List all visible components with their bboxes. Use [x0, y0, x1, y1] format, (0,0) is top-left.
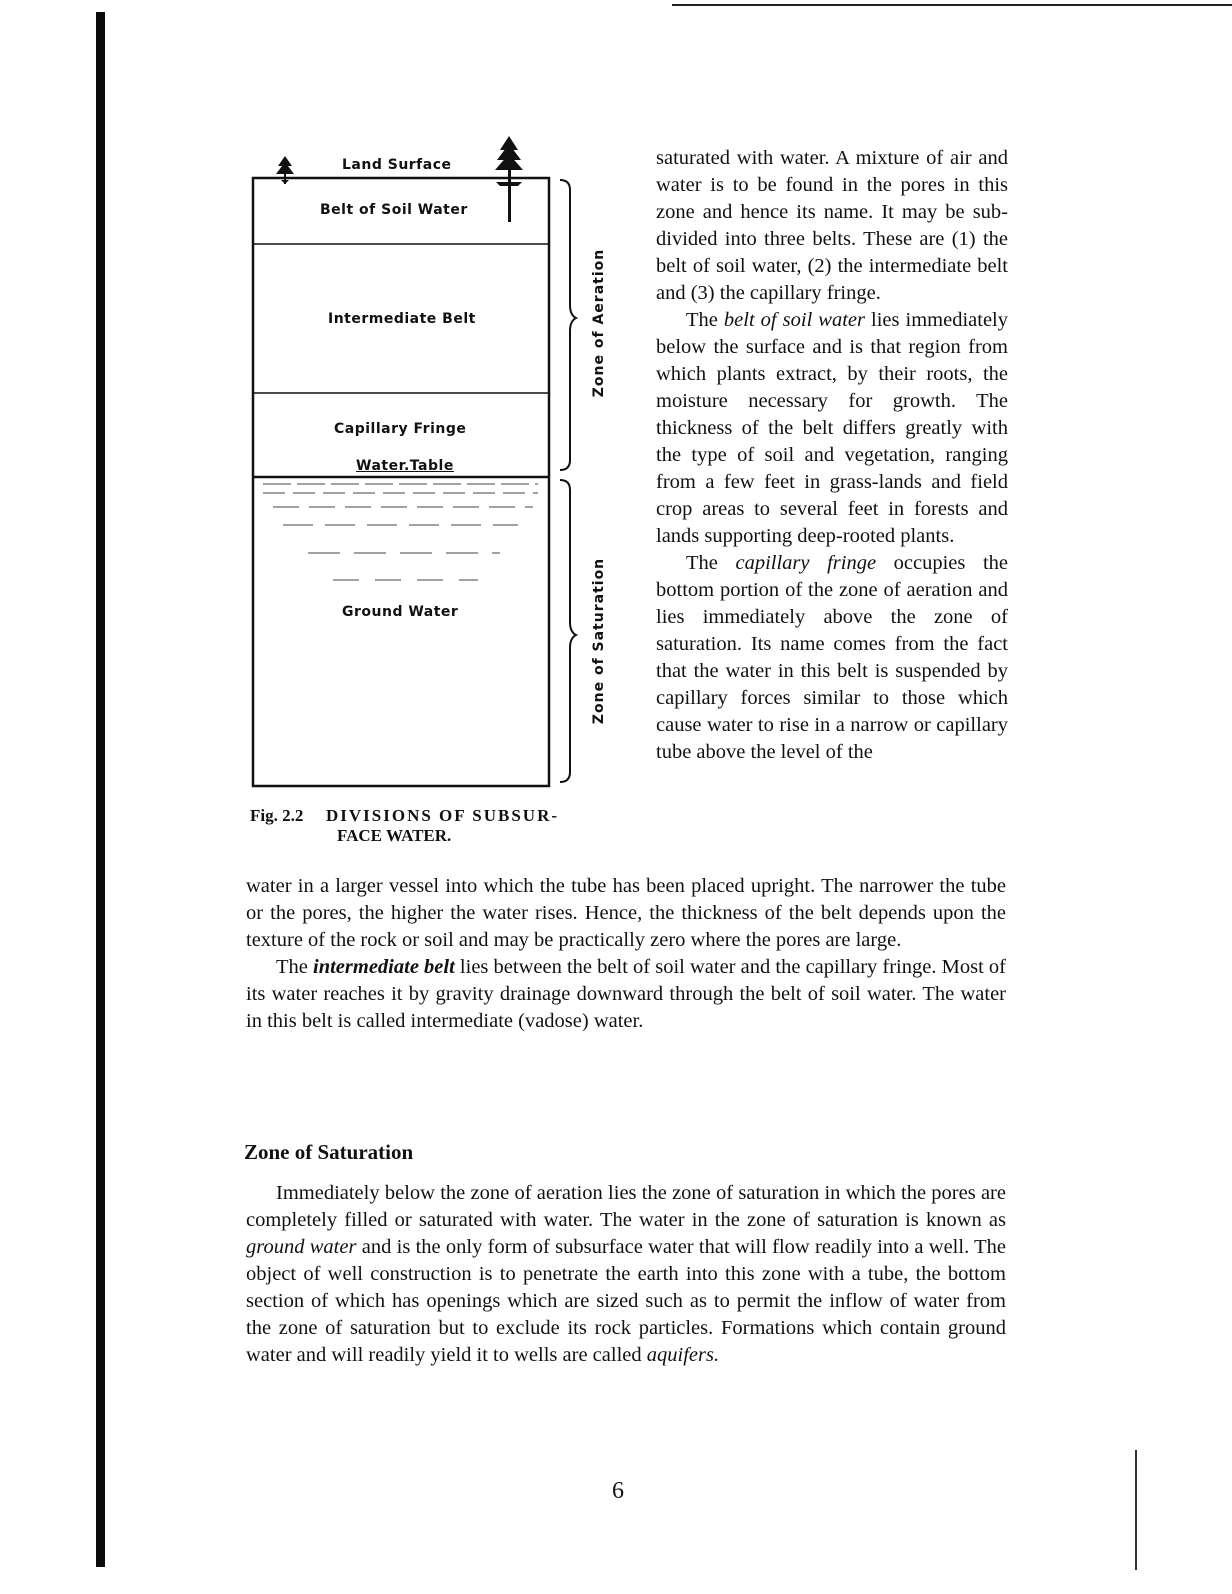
top-rule — [672, 4, 1232, 6]
paragraph-zone-of-saturation — [246, 1180, 1006, 1369]
caption-number: Fig. 2.2 — [250, 806, 304, 825]
paragraph-capillary-fringe — [656, 550, 1008, 766]
right-column-text — [656, 145, 1008, 766]
p3-start: The — [686, 552, 736, 574]
p3-rest: occupies the bottom portion of the zone of aeration and lies immediately above the zone of saturation. Its name comes from the fact that the water in this belt is suspended by capillary forces similar to those which cause water to rise in a narrow or capillary tube above the level of the — [656, 552, 1008, 763]
p2-rest: lies immediately below the surface and is that region from which plants extract, by their roots, the moisture necessary for growth. The thickness of the belt differs greatly with the type of soil and vegetation, ranging from a few feet in grass-lands and field crop areas to several feet in forests and lands supporting deep-rooted plants. — [656, 309, 1008, 547]
term-intermediate-belt: intermediate belt — [313, 956, 455, 978]
figure-diagram — [238, 130, 618, 830]
term-belt-of-soil-water: belt of soil water — [723, 309, 865, 331]
label-capillary-fringe: Capillary Fringe — [334, 421, 467, 437]
paragraph-intermediate-belt — [246, 954, 1006, 1035]
brace-zone-of-aeration — [560, 180, 576, 470]
label-water-table: Water.Table — [356, 458, 454, 474]
body-text-continued — [246, 873, 1006, 1035]
caption-title-line2: FACE WATER. — [337, 826, 452, 845]
s1-part-b: and is the only form of subsurface water that will flow readily into a well. The object of well construction is to penetrate the earth into this zone with a tube, the bottom section of which has openings which are sized such as to permit the inflow of water from the zone of saturation but to exclude its rock particles. Formations which contain ground water and will readily yield it to wells are called — [246, 1236, 1006, 1366]
tree-small-icon — [276, 156, 294, 184]
label-belt-of-soil-water: Belt of Soil Water — [320, 202, 468, 218]
brace-zone-of-saturation — [560, 480, 576, 782]
caption-title-line1: DIVISIONS OF SUBSUR- — [326, 806, 560, 825]
binding-edge — [96, 12, 105, 1567]
p5-start: The — [276, 956, 314, 978]
section-heading: Zone of Saturation — [244, 1140, 414, 1164]
label-zone-of-saturation: Zone of Saturation — [591, 557, 607, 725]
page-number: 6 — [612, 1478, 624, 1504]
p2-start: The — [686, 309, 724, 331]
paragraph-belt-of-soil-water — [656, 307, 1008, 550]
term-ground-water: ground water — [246, 1236, 357, 1258]
p5-rest: lies between the belt of soil water and the capillary fringe. Most of its water reaches it by gravity drainage downward through the belt of soil water. The water in this belt is called intermediate (vadose) water. — [246, 956, 1006, 1032]
label-land-surface: Land Surface — [342, 157, 452, 173]
section-body — [246, 1180, 1006, 1369]
paragraph-capillary-continued: water in a larger vessel into which the tube has been placed upright. The narrower the tube or the pores, the higher the water rises. Hence, the thickness of the belt depends upon the texture of the rock or soil and may be practically zero where the pores are large. — [246, 875, 1006, 951]
label-ground-water: Ground Water — [342, 604, 459, 620]
right-margin-rule — [1135, 1450, 1137, 1570]
label-zone-of-aeration: Zone of Aeration — [591, 248, 607, 398]
figure-subsurface-water — [238, 130, 618, 830]
paragraph-zone-of-aeration: saturated with water. A mixture of air and water is to be found in the pores in this zone and hence its name. It may be sub-divided into three belts. These are (1) the belt of soil water, (2) the intermediate belt and (3) the capillary fringe. — [656, 147, 1008, 304]
figure-frame — [253, 178, 549, 786]
term-aquifers: aquifers. — [646, 1344, 720, 1366]
label-intermediate-belt: Intermediate Belt — [328, 311, 476, 327]
term-capillary-fringe: capillary fringe — [735, 552, 877, 574]
ground-water-dashes — [263, 484, 538, 580]
s1-part-a: Immediately below the zone of aeration lies the zone of saturation in which the pores are completely filled or saturated with water. The water in the zone of saturation is known as — [246, 1182, 1006, 1231]
figure-caption — [250, 806, 630, 846]
